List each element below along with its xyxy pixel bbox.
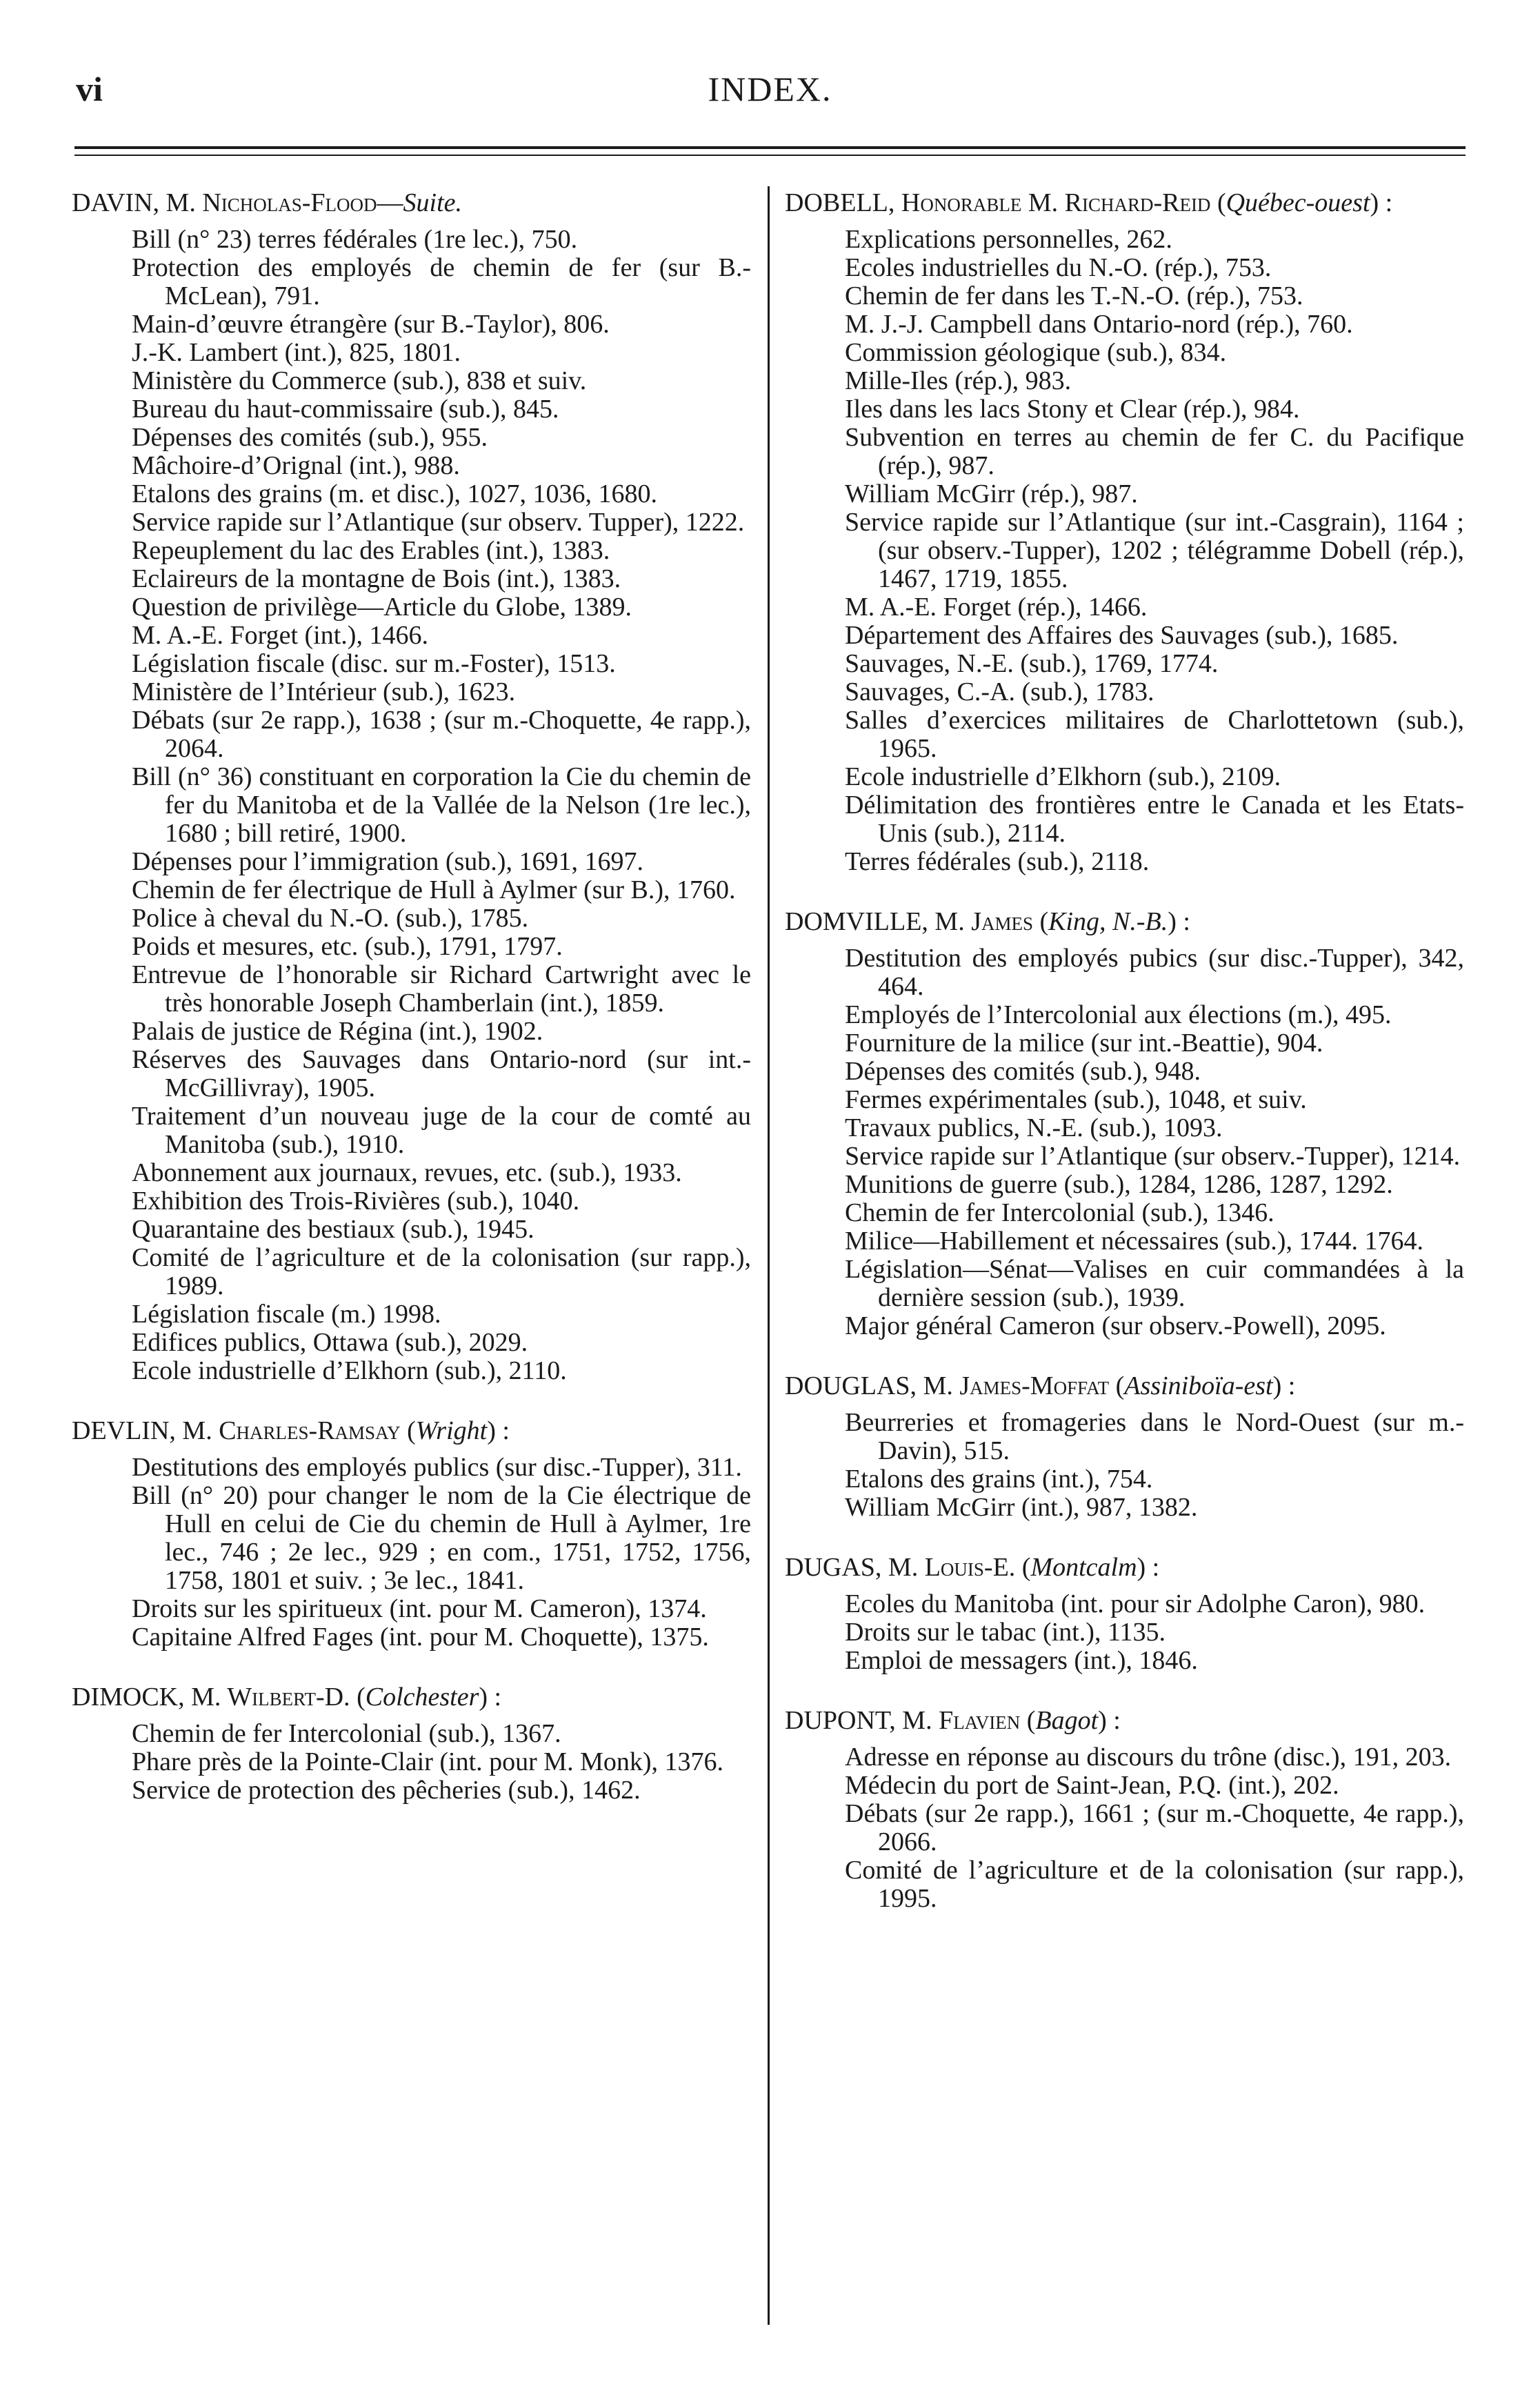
index-section	[785, 1552, 1464, 1675]
index-entry: Destitutions des employés publics (sur disc.-Tupper), 311.	[132, 1453, 742, 1482]
entry-list	[785, 1743, 1464, 1913]
index-entry: Fourniture de la milice (sur int.-Beattie), 904.	[845, 1029, 1323, 1058]
index-entry: Iles dans les lacs Stony et Clear (rép.), 984.	[845, 395, 1300, 424]
index-section	[72, 1416, 751, 1652]
index-entry: Mille-Iles (rép.), 983.	[845, 366, 1072, 395]
index-entry: Phare près de la Pointe-Clair (int. pour M. Monk), 1376.	[132, 1747, 724, 1776]
index-entry: Dépenses des comités (sub.), 948.	[845, 1057, 1201, 1086]
index-entry: Débats (sur 2e rapp.), 1661 ; (sur m.-Choquette, 4e rapp.), 2066.	[845, 1799, 1464, 1856]
index-entry: Travaux publics, N.-E. (sub.), 1093.	[845, 1113, 1223, 1142]
index-entry: Département des Affaires des Sauvages (sub.), 1685.	[845, 621, 1399, 650]
member-surname: DOMVILLE,	[785, 907, 928, 936]
index-entry: Chemin de fer dans les T.-N.-O. (rép.), 753.	[845, 281, 1303, 310]
index-entry: Comité de l’agriculture et de la colonisation (sur rapp.), 1989.	[132, 1243, 751, 1300]
index-entry: Explications personnelles, 262.	[845, 225, 1172, 254]
index-entry: J.-K. Lambert (int.), 825, 1801.	[132, 338, 461, 367]
index-entry: Bill (n° 20) pour changer le nom de la Cie électrique de Hull en celui de Cie du chemin de Hull à Aylmer, 1re lec., 746 ; 2e lec., 929 ; en com., 1751, 1752, 1756, 1758, 1801 et suiv. ; 3e lec., 1841.	[132, 1481, 751, 1595]
index-entry: Police à cheval du N.-O. (sub.), 1785.	[132, 904, 529, 933]
heading-separator: (	[1020, 1706, 1036, 1735]
index-entry: Subvention en terres au chemin de fer C. du Pacifique (rép.), 987.	[845, 423, 1464, 480]
member-heading	[785, 1705, 1464, 1736]
index-entry: Fermes expérimentales (sub.), 1048, et suiv.	[845, 1085, 1307, 1114]
index-entry: Terres fédérales (sub.), 2118.	[845, 847, 1150, 876]
index-entry: Abonnement aux journaux, revues, etc. (sub.), 1933.	[132, 1158, 682, 1187]
page-number: vi	[76, 70, 103, 108]
heading-separator: (	[1210, 188, 1226, 217]
heading-tail: ) :	[1272, 1371, 1296, 1400]
member-given-names: Honorable M. Richard-Reid	[901, 188, 1211, 217]
index-entry: Service rapide sur l’Atlantique (sur observ.-Tupper), 1214.	[845, 1142, 1461, 1171]
index-entry: Sauvages, C.-A. (sub.), 1783.	[845, 677, 1154, 706]
heading-tail: ) :	[1370, 188, 1393, 217]
member-heading	[785, 1371, 1464, 1402]
index-entry: Délimitation des frontières entre le Canada et les Etats-Unis (sub.), 2114.	[845, 791, 1464, 848]
index-entry: Débats (sur 2e rapp.), 1638 ; (sur m.-Choquette, 4e rapp.), 2064.	[132, 706, 751, 763]
entry-list	[72, 1454, 751, 1652]
member-heading	[785, 906, 1464, 938]
member-riding: Bagot	[1035, 1706, 1099, 1735]
index-entry: Major général Cameron (sur observ.-Powell), 2095.	[845, 1311, 1386, 1340]
index-entry: Législation—Sénat—Valises en cuir commandées à la dernière session (sub.), 1939.	[845, 1255, 1464, 1312]
index-entry: Quarantaine des bestiaux (sub.), 1945.	[132, 1215, 534, 1244]
index-entry: Exhibition des Trois-Rivières (sub.), 1040.	[132, 1187, 580, 1216]
index-entry: Ministère du Commerce (sub.), 838 et suiv.	[132, 366, 587, 395]
index-entry: Ministère de l’Intérieur (sub.), 1623.	[132, 677, 516, 706]
right-column	[785, 188, 1464, 1943]
entry-list	[785, 944, 1464, 1340]
member-riding: Colchester	[365, 1683, 479, 1712]
index-entry: Mâchoire-d’Orignal (int.), 988.	[132, 451, 460, 480]
heading-separator: —	[377, 188, 403, 217]
index-section	[72, 1682, 751, 1805]
page-header	[41, 69, 1499, 117]
index-entry: Employés de l’Intercolonial aux élections (m.), 495.	[845, 1000, 1392, 1029]
index-entry: Chemin de fer électrique de Hull à Aylmer (sur B.), 1760.	[132, 875, 736, 904]
heading-tail: ) :	[1137, 1553, 1160, 1582]
index-entry: Médecin du port de Saint-Jean, P.Q. (int.), 202.	[845, 1771, 1339, 1800]
index-entry: Droits sur le tabac (int.), 1135.	[845, 1618, 1166, 1647]
member-heading	[785, 188, 1464, 219]
index-entry: Comité de l’agriculture et de la colonisation (sur rapp.), 1995.	[845, 1856, 1464, 1913]
entry-list	[785, 226, 1464, 876]
index-entry: Réserves des Sauvages dans Ontario-nord (sur int.-McGillivray), 1905.	[132, 1045, 751, 1102]
member-given-names: M. James	[934, 907, 1033, 936]
index-entry: Milice—Habillement et nécessaires (sub.), 1744. 1764.	[845, 1227, 1423, 1256]
heading-separator: (	[1033, 907, 1049, 936]
index-entry: Ecole industrielle d’Elkhorn (sub.), 2109.	[845, 762, 1281, 791]
heading-separator: (	[400, 1416, 416, 1445]
heading-tail: ) :	[1098, 1706, 1121, 1735]
index-section	[785, 1371, 1464, 1522]
member-surname: DOUGLAS,	[785, 1371, 917, 1400]
left-column	[72, 188, 751, 1835]
page-title: INDEX.	[708, 70, 832, 108]
member-riding: Wright	[415, 1416, 488, 1445]
member-heading	[72, 188, 751, 219]
index-entry: Adresse en réponse au discours du trône (disc.), 191, 203.	[845, 1743, 1452, 1772]
member-heading	[785, 1552, 1464, 1583]
member-given-names: M. Flavien	[902, 1706, 1021, 1735]
member-riding: Suite.	[403, 188, 463, 217]
header-rule	[74, 146, 1466, 149]
member-surname: DEVLIN,	[72, 1416, 176, 1445]
member-given-names: M. Wilbert-D.	[191, 1683, 350, 1712]
index-entry: M. J.-J. Campbell dans Ontario-nord (rép.), 760.	[845, 310, 1353, 339]
index-entry: Capitaine Alfred Fages (int. pour M. Choquette), 1375.	[132, 1623, 709, 1652]
index-section	[785, 188, 1464, 876]
header-rule-thin	[74, 155, 1466, 156]
index-entry: Eclaireurs de la montagne de Bois (int.), 1383.	[132, 564, 621, 593]
entry-list	[72, 226, 751, 1385]
index-entry: Dépenses pour l’immigration (sub.), 1691, 1697.	[132, 847, 643, 876]
index-entry: Etalons des grains (m. et disc.), 1027, 1036, 1680.	[132, 479, 658, 508]
heading-tail: ) :	[479, 1683, 502, 1712]
member-riding: Assiniboïa-est	[1124, 1371, 1273, 1400]
member-riding: Montcalm	[1030, 1553, 1137, 1582]
index-section	[785, 1705, 1464, 1913]
index-entry: Ecoles industrielles du N.-O. (rép.), 753.	[845, 253, 1272, 282]
index-entry: William McGirr (int.), 987, 1382.	[845, 1493, 1198, 1522]
member-surname: DOBELL,	[785, 188, 895, 217]
index-entry: M. A.-E. Forget (int.), 1466.	[132, 621, 428, 650]
index-section	[785, 906, 1464, 1340]
index-entry: Service de protection des pêcheries (sub.), 1462.	[132, 1776, 641, 1805]
heading-separator: (	[1015, 1553, 1031, 1582]
heading-tail: ) :	[1168, 907, 1190, 936]
index-entry: Droits sur les spiritueux (int. pour M. Cameron), 1374.	[132, 1594, 707, 1623]
index-entry: Repeuplement du lac des Erables (int.), 1383.	[132, 536, 610, 565]
index-entry: Service rapide sur l’Atlantique (sur observ. Tupper), 1222.	[132, 508, 745, 537]
index-entry: Main-d’œuvre étrangère (sur B.-Taylor), 806.	[132, 310, 610, 339]
member-riding: King, N.-B.	[1048, 907, 1168, 936]
index-entry: Chemin de fer Intercolonial (sub.), 1367.	[132, 1719, 561, 1748]
index-entry: Entrevue de l’honorable sir Richard Cartwright avec le très honorable Joseph Chamberlain (int.), 1859.	[132, 960, 751, 1018]
index-entry: Législation fiscale (disc. sur m.-Foster), 1513.	[132, 649, 616, 678]
index-entry: Destitution des employés pubics (sur disc.-Tupper), 342, 464.	[845, 944, 1464, 1001]
entry-list	[72, 1720, 751, 1805]
index-entry: Ecole industrielle d’Elkhorn (sub.), 2110.	[132, 1356, 567, 1385]
index-entry: M. A.-E. Forget (rép.), 1466.	[845, 593, 1148, 622]
member-given-names: M. Nicholas-Flood	[166, 188, 377, 217]
heading-separator: (	[1109, 1371, 1125, 1400]
index-entry: Bureau du haut-commissaire (sub.), 845.	[132, 395, 559, 424]
member-surname: DIMOCK,	[72, 1683, 185, 1712]
index-entry: Ecoles du Manitoba (int. pour sir Adolphe Caron), 980.	[845, 1589, 1426, 1618]
index-entry: Protection des employés de chemin de fer (sur B.-McLean), 791.	[132, 253, 751, 310]
member-given-names: M. James-Moffat	[923, 1371, 1110, 1400]
index-entry: Beurreries et fromageries dans le Nord-Ouest (sur m.-Davin), 515.	[845, 1408, 1464, 1465]
heading-separator: (	[350, 1683, 366, 1712]
index-section	[72, 188, 751, 1385]
column-divider	[768, 186, 770, 2325]
index-entry: Etalons des grains (int.), 754.	[845, 1465, 1153, 1494]
member-surname: DUPONT,	[785, 1706, 896, 1735]
index-entry: Munitions de guerre (sub.), 1284, 1286, 1287, 1292.	[845, 1170, 1393, 1199]
heading-tail: ) :	[487, 1416, 510, 1445]
index-entry: Commission géologique (sub.), 834.	[845, 338, 1227, 367]
index-entry: Bill (n° 23) terres fédérales (1re lec.), 750.	[132, 225, 578, 254]
index-entry: Sauvages, N.-E. (sub.), 1769, 1774.	[845, 649, 1219, 678]
index-entry: Dépenses des comités (sub.), 955.	[132, 423, 488, 452]
member-given-names: M. Louis-E.	[888, 1553, 1016, 1582]
index-entry: Législation fiscale (m.) 1998.	[132, 1300, 441, 1329]
index-entry: Service rapide sur l’Atlantique (sur int.-Casgrain), 1164 ; (sur observ.-Tupper), 1202 ; télégramme Dobell (rép.), 1467, 1719, 1855.	[845, 508, 1464, 593]
index-entry: Palais de justice de Régina (int.), 1902.	[132, 1017, 543, 1046]
index-entry: Question de privilège—Article du Globe, 1389.	[132, 593, 632, 622]
index-entry: William McGirr (rép.), 987.	[845, 479, 1138, 508]
entry-list	[785, 1590, 1464, 1675]
index-entry: Emploi de messagers (int.), 1846.	[845, 1646, 1198, 1675]
member-given-names: M. Charles-Ramsay	[182, 1416, 401, 1445]
index-entry: Edifices publics, Ottawa (sub.), 2029.	[132, 1328, 528, 1357]
index-entry: Bill (n° 36) constituant en corporation la Cie du chemin de fer du Manitoba et de la Vallée de la Nelson (1re lec.), 1680 ; bill retiré, 1900.	[132, 762, 751, 848]
member-heading	[72, 1416, 751, 1447]
member-surname: DAVIN,	[72, 188, 160, 217]
index-entry: Chemin de fer Intercolonial (sub.), 1346.	[845, 1198, 1274, 1227]
member-riding: Québec-ouest	[1226, 188, 1370, 217]
index-entry: Poids et mesures, etc. (sub.), 1791, 1797.	[132, 932, 563, 961]
index-entry: Salles d’exercices militaires de Charlottetown (sub.), 1965.	[845, 706, 1464, 763]
entry-list	[785, 1409, 1464, 1522]
member-surname: DUGAS,	[785, 1553, 882, 1582]
member-heading	[72, 1682, 751, 1713]
index-entry: Traitement d’un nouveau juge de la cour de comté au Manitoba (sub.), 1910.	[132, 1102, 751, 1159]
